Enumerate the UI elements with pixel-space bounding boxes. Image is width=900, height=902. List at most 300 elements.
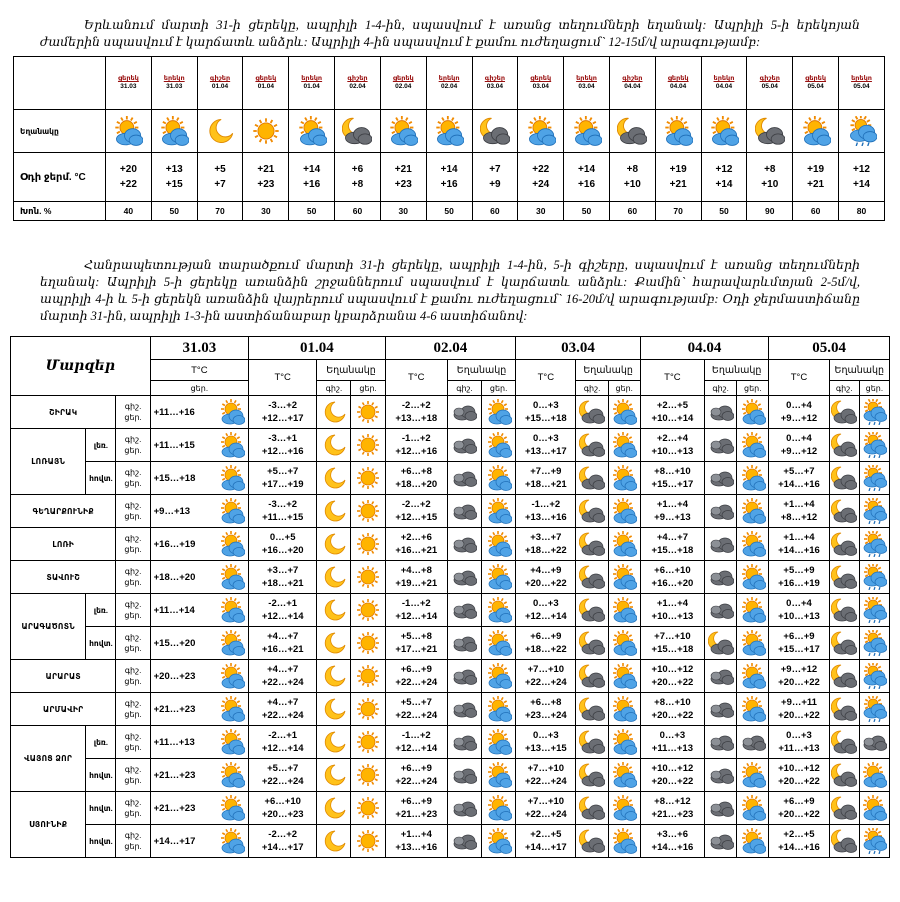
night-temp: +8…+10 — [654, 466, 691, 477]
period-header — [106, 57, 152, 110]
cloud-icon — [451, 432, 477, 458]
weather-cell — [197, 110, 243, 153]
sun-icon — [355, 795, 381, 821]
day1-wrap — [151, 795, 248, 821]
temp-min: +19 — [807, 164, 825, 175]
day1-cell — [150, 495, 248, 528]
moon-cloud-icon — [831, 795, 857, 821]
temp-range-cell — [249, 495, 317, 528]
sun-cloud-icon — [740, 399, 766, 425]
day1-temp: +15…+18 — [153, 472, 196, 484]
day1-cell — [150, 429, 248, 462]
temp-cell — [243, 153, 289, 202]
humidity-cell: 30 — [518, 202, 564, 221]
cloud-icon — [708, 597, 734, 623]
night-weather-cell — [576, 561, 608, 594]
day-period-label: ցեր. — [482, 381, 516, 396]
day-weather-cell — [351, 792, 385, 825]
day-weather-cell — [737, 561, 769, 594]
period-header — [793, 57, 839, 110]
sun-cloud-icon — [486, 432, 512, 458]
night-weather-cell — [447, 429, 481, 462]
period-date: 02.04 — [349, 83, 366, 90]
sun-cloud-icon — [740, 762, 766, 788]
sun-icon — [355, 564, 381, 590]
night-temp: +7…+10 — [527, 796, 565, 807]
temp-range-cell — [516, 528, 576, 561]
temp-range-cell — [769, 825, 829, 858]
day-weather-cell — [608, 825, 640, 858]
night-weather-cell — [705, 594, 737, 627]
temp-range-cell — [249, 627, 317, 660]
night-temp: +4…+7 — [267, 631, 299, 642]
night-weather-cell — [829, 561, 859, 594]
day1-temp: +14…+17 — [153, 835, 196, 847]
region-name: ԱՐԱԳԱԾՈՏՆ — [11, 594, 86, 660]
sun-cloud-icon — [740, 630, 766, 656]
night-temp: +2…+5 — [656, 400, 688, 411]
night-temp: +10…+12 — [651, 664, 694, 675]
night-temp: 0…+3 — [533, 433, 559, 444]
region-row — [11, 528, 890, 561]
region-row — [11, 627, 890, 660]
day-weather-cell — [608, 726, 640, 759]
night-temp: +2…+6 — [400, 532, 432, 543]
rain-icon — [861, 399, 887, 425]
night-temp: -1…+2 — [401, 730, 431, 741]
night-weather-cell — [317, 462, 351, 495]
day-weather-cell — [608, 561, 640, 594]
night-weather-cell — [829, 825, 859, 858]
day-temp: +10…+13 — [651, 611, 694, 622]
day1-cell — [150, 759, 248, 792]
temp-range-cell — [249, 693, 317, 726]
day-weather-cell — [351, 759, 385, 792]
row-label-weather: Եղանակը — [14, 110, 106, 153]
temp-max: +14 — [715, 179, 733, 190]
moon-icon — [321, 465, 347, 491]
temp-range-cell — [249, 561, 317, 594]
weather-cell — [655, 110, 701, 153]
night-weather-cell — [447, 726, 481, 759]
period-date: 02.04 — [440, 83, 458, 90]
night-weather-cell — [829, 594, 859, 627]
rain-icon — [861, 498, 887, 524]
cloud-icon — [708, 432, 734, 458]
date-header: 04.04 — [640, 337, 769, 360]
day-temp: +9…+13 — [654, 512, 691, 523]
temp-cell — [426, 153, 472, 202]
sun-cloud-icon — [611, 828, 637, 854]
cloud-icon — [708, 696, 734, 722]
night-weather-cell — [829, 528, 859, 561]
day-temp: +11…+15 — [262, 512, 304, 523]
temp-range-cell — [385, 495, 447, 528]
night-temp: -2…+2 — [401, 400, 431, 411]
sun-cloud-icon — [159, 116, 189, 146]
day-label: ցեր. — [124, 809, 142, 818]
night-label: գիշ. — [124, 666, 142, 675]
day1-cell — [150, 825, 248, 858]
sun-cloud-icon — [611, 630, 637, 656]
day-weather-cell — [351, 495, 385, 528]
period-part: գիշեր — [347, 75, 368, 82]
weather-header: Եղանակը — [447, 360, 515, 381]
day1-temp: +18…+20 — [153, 571, 196, 583]
day-weather-cell — [737, 528, 769, 561]
moon-cloud-icon — [579, 795, 605, 821]
temp-min: +14 — [440, 164, 458, 175]
time-of-day — [116, 627, 150, 660]
temp-range-cell — [769, 396, 829, 429]
night-weather-cell — [829, 693, 859, 726]
day-label: ցեր. — [124, 743, 142, 752]
night-weather-cell — [576, 396, 608, 429]
day1-temp: +21…+23 — [153, 769, 196, 781]
terrain-label: հովտ. — [86, 759, 116, 792]
sun-cloud-icon — [219, 762, 245, 788]
period-part: ցերեկ — [530, 75, 552, 82]
temp-header: T°C — [640, 360, 704, 396]
day-temp: +13…+15 — [524, 743, 567, 754]
temp-cell — [472, 153, 518, 202]
temp-range-cell — [516, 726, 576, 759]
moon-icon — [321, 663, 347, 689]
temp-range-cell — [516, 462, 576, 495]
day-temp: +20…+22 — [778, 809, 820, 820]
time-of-day — [116, 660, 150, 693]
temp-range-cell — [385, 429, 447, 462]
day1-temp: +11…+14 — [153, 604, 195, 616]
day-weather-cell — [859, 627, 889, 660]
night-temp: 0…+4 — [786, 598, 812, 609]
time-of-day — [116, 495, 150, 528]
day1-wrap — [151, 828, 248, 854]
cloud-icon — [708, 498, 734, 524]
sun-cloud-icon — [219, 696, 245, 722]
region-name: ՏԱՎՈՒՇ — [11, 561, 116, 594]
temp-range-cell — [516, 792, 576, 825]
terrain-label: հովտ. — [86, 462, 116, 495]
temp-range-cell — [385, 396, 447, 429]
date-header: 31.03 — [150, 337, 248, 360]
night-temp: +3…+7 — [267, 565, 299, 576]
temp-header: T°C — [385, 360, 447, 396]
day-temp: +20…+22 — [778, 677, 820, 688]
yerevan-header-row — [14, 57, 885, 110]
night-temp: +10…+12 — [778, 763, 820, 774]
period-header — [426, 57, 472, 110]
sun-cloud-icon — [486, 465, 512, 491]
weather-header: Եղանակը — [705, 360, 769, 381]
day-temp: +20…+22 — [524, 578, 567, 589]
time-of-day — [116, 528, 150, 561]
time-of-day — [116, 693, 150, 726]
day-temp: +9…+12 — [780, 446, 818, 457]
temp-header: T°C — [150, 360, 248, 381]
night-temp: 0…+4 — [786, 433, 812, 444]
day-weather-cell — [482, 825, 516, 858]
day-temp: +18…+22 — [524, 545, 567, 556]
day-weather-cell — [859, 693, 889, 726]
night-temp: +6…+9 — [400, 763, 432, 774]
moon-cloud-icon — [342, 116, 372, 146]
temp-range-cell — [769, 627, 829, 660]
day-weather-cell — [608, 429, 640, 462]
weather-header: Եղանակը — [829, 360, 889, 381]
regional-forecast-table — [10, 336, 890, 858]
temp-range-cell — [640, 759, 704, 792]
period-date: 05.04 — [761, 83, 778, 90]
sun-cloud-icon — [486, 729, 512, 755]
temp-range-cell — [769, 594, 829, 627]
sun-cloud-icon — [434, 116, 464, 146]
cloud-icon — [708, 531, 734, 557]
night-weather-cell — [705, 726, 737, 759]
temp-range-cell — [385, 627, 447, 660]
period-date: 04.04 — [624, 83, 641, 90]
moon-cloud-icon — [579, 762, 605, 788]
temp-range-cell — [249, 528, 317, 561]
night-temp: +6…+8 — [530, 697, 562, 708]
weather-cell — [518, 110, 564, 153]
temp-cell — [151, 153, 197, 202]
night-period-label: գիշ. — [829, 381, 859, 396]
day-weather-cell — [482, 759, 516, 792]
night-temp: 0…+3 — [786, 730, 812, 741]
sun-cloud-icon — [801, 116, 831, 146]
day-label: ցեր. — [124, 842, 142, 851]
day-weather-cell — [608, 759, 640, 792]
day-weather-cell — [482, 462, 516, 495]
sun-cloud-icon — [219, 795, 245, 821]
day-temp: +22…+24 — [395, 776, 438, 787]
regions-header: Մարզեր — [11, 337, 151, 396]
day1-wrap — [151, 465, 248, 491]
period-date: 05.04 — [807, 83, 824, 90]
sun-cloud-icon — [219, 663, 245, 689]
night-temp: 0…+3 — [533, 730, 559, 741]
sun-cloud-icon — [740, 795, 766, 821]
temp-cell — [655, 153, 701, 202]
temp-max: +21 — [807, 179, 825, 190]
intro-paragraph-regions: Հանրապետության տարածքում մարտի 31-ի ցերեկը, ապրիլի 1-4-ին, 5-ի գիշերը, սպասվում է առանց տեղումների եղանակ: Ապրիլի 5-ի ցերեկը առանձին շրջաններում սպասվում է կարճատև անձրև: Քամին` հարավարևմտյան 2-5մ/վ, ապրիլի 4-ի և 5-ի ցերեկն առանձին վայրերում սպասվում է քամու ուժեղացում` 16-20մ/վ արագությամբ: Օդի ջերմաստիճանը մարտի 31-ին, ապրիլի 1-3-ին աստիճանաբար կբարձրանա 4-6 աստիճանով: — [40, 257, 860, 323]
night-temp: +8…+12 — [654, 796, 691, 807]
sun-cloud-icon — [219, 564, 245, 590]
temp-max: +10 — [623, 179, 641, 190]
dates-header-row — [11, 337, 890, 360]
time-of-day — [116, 462, 150, 495]
day1-wrap — [151, 663, 248, 689]
temp-range-cell — [769, 759, 829, 792]
day-temp: +17…+21 — [395, 644, 438, 655]
day-weather-cell — [351, 726, 385, 759]
weather-cell — [106, 110, 152, 153]
sun-cloud-icon — [486, 762, 512, 788]
day-temp: +14…+16 — [778, 479, 820, 490]
day-weather-cell — [859, 792, 889, 825]
humidity-cell: 50 — [426, 202, 472, 221]
day-label: ցեր. — [124, 710, 142, 719]
night-temp: +6…+10 — [264, 796, 301, 807]
temp-max: +16 — [303, 179, 321, 190]
night-weather-cell — [447, 594, 481, 627]
time-of-day — [116, 759, 150, 792]
period-part: ցերեկ — [805, 75, 827, 82]
day-temp: +20…+22 — [651, 776, 694, 787]
temp-range-cell — [385, 759, 447, 792]
day1-wrap — [151, 531, 248, 557]
night-temp: +6…+9 — [783, 631, 815, 642]
temp-min: +8 — [764, 164, 776, 175]
night-weather-cell — [447, 462, 481, 495]
day-label: ցեր. — [124, 776, 142, 785]
temp-range-cell — [640, 561, 704, 594]
day-weather-cell — [608, 660, 640, 693]
day-weather-cell — [351, 693, 385, 726]
weather-cell — [335, 110, 381, 153]
night-temp: +4…+7 — [267, 697, 299, 708]
sun-cloud-icon — [611, 729, 637, 755]
day-period-label: ցեր. — [859, 381, 889, 396]
day1-cell — [150, 594, 248, 627]
time-of-day — [116, 792, 150, 825]
moon-icon — [321, 795, 347, 821]
temp-cell — [701, 153, 747, 202]
sun-icon — [355, 729, 381, 755]
day-period-label: ցեր. — [351, 381, 385, 396]
region-row — [11, 660, 890, 693]
sun-cloud-icon — [611, 432, 637, 458]
cloud-icon — [740, 729, 766, 755]
date-header: 01.04 — [249, 337, 386, 360]
sun-icon — [355, 696, 381, 722]
moon-icon — [321, 564, 347, 590]
rain-icon — [861, 432, 887, 458]
region-row — [11, 495, 890, 528]
night-weather-cell — [576, 693, 608, 726]
temp-min: +21 — [394, 164, 412, 175]
day-temp: +10…+14 — [651, 413, 694, 424]
temp-min: +6 — [351, 164, 364, 175]
night-weather-cell — [576, 726, 608, 759]
temp-range-cell — [249, 396, 317, 429]
day-temp: +18…+21 — [261, 578, 304, 589]
day1-wrap — [151, 630, 248, 656]
sun-cloud-icon — [219, 729, 245, 755]
moon-icon — [321, 828, 347, 854]
moon-icon — [321, 399, 347, 425]
night-temp: +5…+9 — [783, 565, 815, 576]
night-weather-cell — [317, 528, 351, 561]
day-weather-cell — [482, 594, 516, 627]
humidity-cell: 40 — [106, 202, 152, 221]
night-weather-cell — [576, 792, 608, 825]
day-temp: +13…+18 — [395, 413, 438, 424]
night-weather-cell — [705, 759, 737, 792]
day-temp: +22…+24 — [395, 710, 438, 721]
day1-wrap — [151, 564, 248, 590]
temp-range-cell — [385, 693, 447, 726]
cloud-icon — [708, 564, 734, 590]
day-temp: +22…+24 — [524, 776, 567, 787]
day1-temp: +20…+23 — [153, 670, 196, 682]
rain-icon — [861, 696, 887, 722]
temp-max: +16 — [440, 179, 458, 190]
sun-cloud-icon — [740, 663, 766, 689]
region-name: ՇԻՐԱԿ — [11, 396, 116, 429]
region-row — [11, 759, 890, 792]
night-temp: -2…+2 — [401, 499, 431, 510]
temp-header: T°C — [769, 360, 829, 396]
day-label: ցեր. — [124, 479, 142, 488]
yerevan-humidity-row — [14, 202, 885, 221]
temp-range-cell — [385, 528, 447, 561]
day-weather-cell — [351, 561, 385, 594]
temp-cell — [564, 153, 610, 202]
temp-range-cell — [249, 825, 317, 858]
day-weather-cell — [737, 759, 769, 792]
night-weather-cell — [576, 660, 608, 693]
sun-cloud-icon — [740, 465, 766, 491]
temp-cell — [518, 153, 564, 202]
temp-range-cell — [640, 528, 704, 561]
day-temp: +11…+13 — [651, 743, 694, 754]
region-row — [11, 792, 890, 825]
night-label: գիշ. — [124, 831, 142, 840]
day-temp: +23…+24 — [524, 710, 567, 721]
region-name: ԱՐԱՐԱՏ — [11, 660, 116, 693]
day-temp: +16…+19 — [778, 578, 820, 589]
moon-cloud-icon — [831, 729, 857, 755]
day1-cell — [150, 693, 248, 726]
day-temp: +13…+16 — [395, 842, 438, 853]
day1-temp: +11…+16 — [153, 406, 195, 418]
temp-max: +23 — [257, 179, 275, 190]
night-label: գիշ. — [124, 732, 142, 741]
period-header — [701, 57, 747, 110]
day1-cell — [150, 528, 248, 561]
day-temp: +15…+17 — [778, 644, 820, 655]
weather-cell — [472, 110, 518, 153]
day1-temp: +16…+19 — [153, 538, 196, 550]
night-weather-cell — [576, 627, 608, 660]
moon-cloud-icon — [579, 696, 605, 722]
night-weather-cell — [317, 660, 351, 693]
weather-cell — [289, 110, 335, 153]
day1-cell — [150, 396, 248, 429]
night-label: գիշ. — [124, 765, 142, 774]
humidity-cell: 50 — [151, 202, 197, 221]
day-temp: +12…+15 — [395, 512, 438, 523]
night-label: գիշ. — [124, 600, 142, 609]
night-temp: +6…+9 — [783, 796, 815, 807]
temp-range-cell — [516, 594, 576, 627]
sun-icon — [355, 762, 381, 788]
moon-cloud-icon — [831, 828, 857, 854]
temp-range-cell — [769, 462, 829, 495]
day-weather-cell — [482, 792, 516, 825]
region-name: ՍՅՈՒՆԻՔ — [11, 792, 86, 858]
yerevan-weather-row — [14, 110, 885, 153]
sun-cloud-icon — [709, 116, 739, 146]
cloud-icon — [451, 399, 477, 425]
temp-range-cell — [769, 429, 829, 462]
sun-cloud-icon — [486, 597, 512, 623]
night-weather-cell — [705, 396, 737, 429]
day-period-label: ցեր. — [608, 381, 640, 396]
night-temp: +8…+10 — [654, 697, 691, 708]
